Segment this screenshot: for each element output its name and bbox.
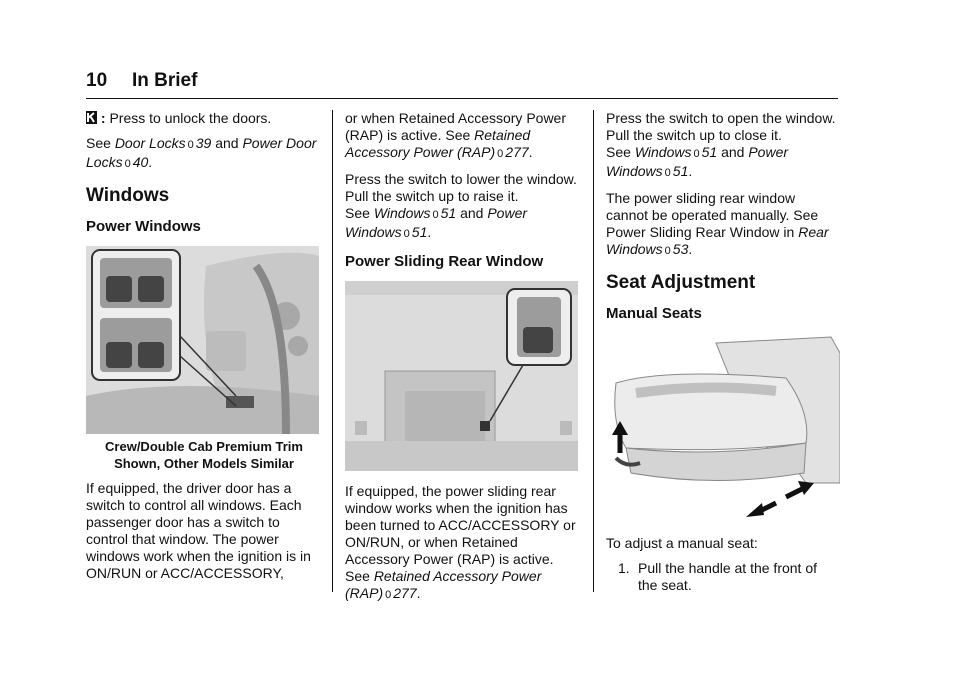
door-locks-link[interactable]: Door Locks (114, 135, 186, 151)
switch-text: Press the switch to lower the window. Pull the switch up to raise it. (345, 171, 577, 204)
manual-operation-paragraph: The power sliding rear window cannot be operated manually. See Power Sliding Rear Window in Rear Windows 0 53. (606, 190, 829, 257)
page-number: 10 (86, 70, 108, 91)
see-label: See (345, 568, 370, 584)
and-label: and (460, 205, 484, 221)
rap-page-2[interactable]: 277 (393, 585, 417, 601)
heading-seat-adjustment: Seat Adjustment (606, 272, 756, 293)
and-label: and (215, 135, 239, 151)
door-locks-page[interactable]: 39 (195, 135, 212, 151)
page-ref-icon: 0 (693, 148, 700, 160)
rap-page[interactable]: 277 (505, 144, 529, 160)
header-rule (86, 98, 838, 99)
rear-windows-link[interactable]: Rear Windows (606, 224, 829, 257)
page-ref-icon: 0 (664, 167, 671, 179)
open-switch-paragraph: Press the switch to open the window. Pull the switch up to close it. See Windows 0 51 and Power Windows 0 51. (606, 110, 836, 179)
page-ref-icon: 0 (187, 139, 194, 151)
see-label: See (345, 205, 370, 221)
switch-text: Press the switch to open the window. Pull the switch up to close it. (606, 110, 836, 143)
power-windows-link[interactable]: Power Windows (345, 205, 528, 240)
rap-link[interactable]: Retained Accessory Power (RAP) (345, 127, 531, 160)
page-ref-icon: 0 (403, 228, 410, 240)
page-ref-icon: 0 (497, 148, 504, 160)
figure-caption (86, 438, 322, 472)
power-door-locks-link[interactable]: Power Door Locks (86, 135, 317, 170)
caption-line-1: Crew/Double Cab Premium Trim (105, 439, 303, 454)
column-divider-2 (593, 110, 594, 592)
unlock-paragraph (86, 110, 322, 127)
caption-line-2: Shown, Other Models Similar (114, 456, 294, 471)
manual-seat-figure (606, 333, 840, 521)
page-ref-icon: 0 (432, 209, 439, 221)
and-label: and (721, 144, 745, 160)
section-title: In Brief (132, 70, 198, 91)
power-windows-link[interactable]: Power Windows (606, 144, 789, 179)
heading-power-windows: Power Windows (86, 218, 201, 235)
windows-link[interactable]: Windows (634, 144, 692, 160)
manual-text: The power sliding rear window cannot be operated manually. See (606, 190, 819, 223)
rear-windows-page[interactable]: 53 (672, 241, 689, 257)
heading-power-sliding-rear-window: Power Sliding Rear Window (345, 253, 544, 270)
adjust-intro: To adjust a manual seat: (606, 535, 758, 551)
windows-link[interactable]: Windows (373, 205, 431, 221)
page-header (86, 70, 197, 92)
see-label: See (86, 135, 111, 151)
power-windows-body: If equipped, the driver door has a switch to control all windows. Each passenger door has a switch to control that window. The power windows work when the ignition is in ON/RUN or ACC/ACCESSORY, (86, 480, 311, 581)
step-number: 1. (618, 560, 630, 576)
step-text: Pull the handle at the front of the seat. (638, 560, 818, 593)
sliding-text: If equipped, the power sliding rear window works when the ignition has been turned to ACC/ACCESSORY or ON/RUN, or when Retained Accessory Power (RAP) is active. (345, 483, 576, 567)
column-divider-1 (332, 110, 333, 592)
unlock-icon (86, 111, 97, 124)
rap-paragraph: or when Retained Accessory Power (RAP) is active. See Retained Accessory Power (RAP) 0 277. (345, 110, 566, 160)
sliding-window-body: If equipped, the power sliding rear window works when the ignition has been turned to ACC/ACCESSORY or ON/RUN, or when Retained Accessory Power (RAP) is active. See Retained Accessory Power (RAP) 0 277. (345, 483, 576, 601)
page-ref-icon: 0 (124, 158, 131, 170)
power-door-locks-page[interactable]: 40 (132, 154, 149, 170)
see-door-locks: See Door Locks 0 39 and Power Door Locks 0 40. (86, 135, 317, 170)
switch-paragraph: Press the switch to lower the window. Pull the switch up to raise it. See Windows 0 51 and Power Windows 0 51. (345, 171, 577, 240)
sliding-window-switch-figure (345, 281, 578, 471)
in-label: in (783, 224, 795, 240)
sliding-window-ref[interactable]: Power Sliding Rear Window (606, 224, 780, 240)
page-ref-icon: 0 (385, 589, 392, 601)
heading-manual-seats: Manual Seats (606, 305, 702, 322)
rap-link-2[interactable]: Retained Accessory Power (RAP) (345, 568, 542, 601)
rap-text: or when Retained Accessory Power (RAP) is active. See (345, 110, 566, 143)
see-label: See (606, 144, 631, 160)
adjust-steps (606, 560, 840, 594)
unlock-separator: : (100, 110, 106, 126)
power-windows-page[interactable]: 51 (672, 163, 689, 179)
unlock-text: Press to unlock the doors. (109, 110, 272, 126)
column-2 (345, 110, 579, 612)
page-ref-icon: 0 (664, 245, 671, 257)
column-3 (606, 110, 840, 594)
heading-windows: Windows (86, 185, 170, 206)
windows-page[interactable]: 51 (440, 205, 457, 221)
windows-page[interactable]: 51 (701, 144, 718, 160)
power-windows-page[interactable]: 51 (411, 224, 428, 240)
power-window-switch-figure (86, 246, 319, 434)
column-1 (86, 110, 322, 590)
list-item (618, 560, 840, 594)
